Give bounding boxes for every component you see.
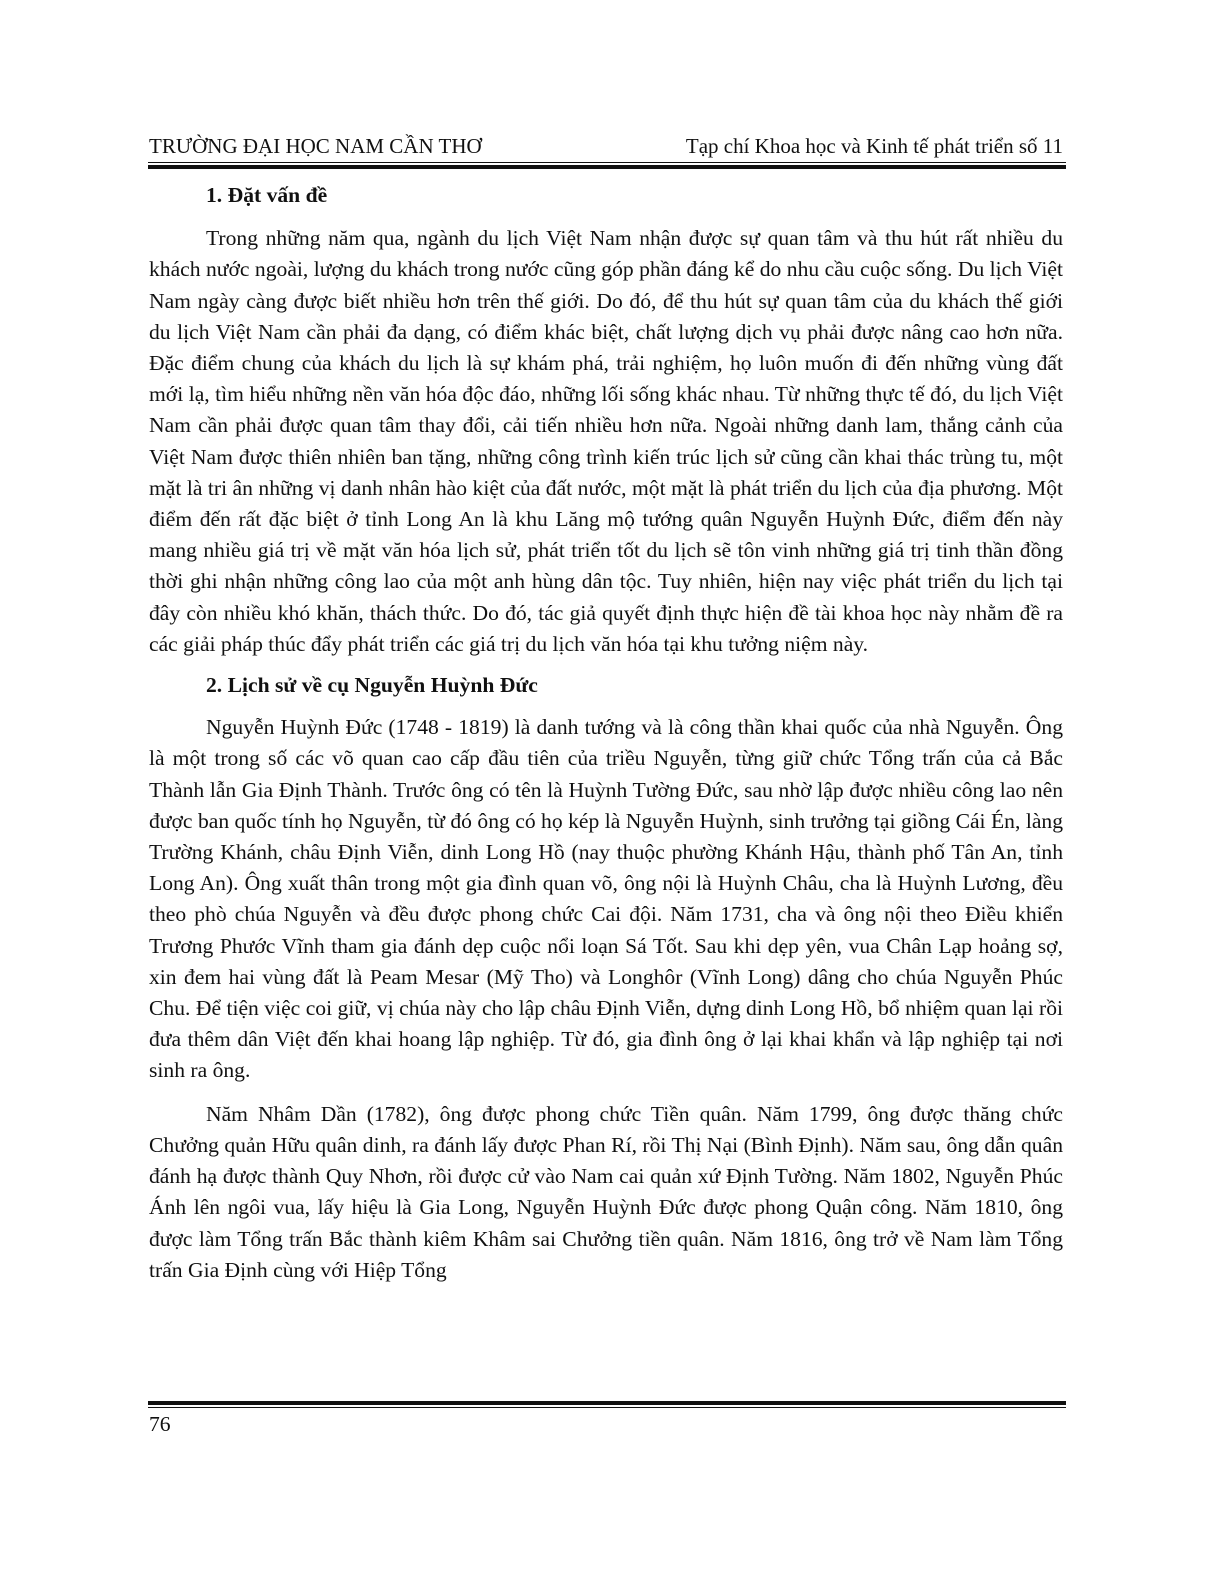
section-2-paragraph-1: Nguyễn Huỳnh Đức (1748 - 1819) là danh tướng và là công thần khai quốc của nhà Nguyễn. Ông là một trong số các võ quan cao cấp đầu tiên của triều Nguyễn, từng giữ chức Tổng trấn của cả Bắc Thành lẫn Gia Định Thành. Trước ông có tên là Huỳnh Tường Đức, sau nhờ lập được nhiều công lao nên được ban quốc tính họ Nguyễn, từ đó ông có họ kép là Nguyễn Huỳnh, sinh trưởng tại giồng Cái Én, làng Trường Khánh, châu Định Viễn, dinh Long Hồ (nay thuộc phường Khánh Hậu, thành phố Tân An, tỉnh Long An). Ông xuất thân trong một gia đình quan võ, ông nội là Huỳnh Châu, cha là Huỳnh Lương, đều theo phò chúa Nguyễn và đều được phong chức Cai đội. Năm 1731, cha và ông nội theo Điều khiển Trương Phước Vĩnh tham gia đánh dẹp cuộc nổi loạn Sá Tốt. Sau khi dẹp yên, vua Chân Lạp hoảng sợ, xin đem hai vùng đất là Peam Mesar (Mỹ Tho) và Longhôr (Vĩnh Long) dâng cho chúa Nguyễn Phúc Chu. Để tiện việc coi giữ, vị chúa này cho lập châu Định Viễn, dựng dinh Long Hồ, bổ nhiệm quan lại rồi đưa thêm dân Việt đến khai hoang lập nghiệp. Từ đó, gia đình ông ở lại khai khẩn và lập nghiệp tại nơi sinh ra ông.	[149, 715, 1063, 1083]
footer-rule-thick	[148, 1401, 1066, 1405]
footer-rule-thin	[148, 1407, 1066, 1408]
section-1-title: 1. Đặt vấn đề	[206, 183, 328, 207]
header-university: TRƯỜNG ĐẠI HỌC NAM CẦN THƠ	[149, 134, 482, 158]
page-number: 76	[149, 1412, 171, 1436]
article-body	[149, 180, 1063, 1286]
header-rule-thin	[148, 162, 1066, 163]
header-journal: Tạp chí Khoa học và Kinh tế phát triển số 11	[685, 134, 1063, 158]
section-1-paragraph: Trong những năm qua, ngành du lịch Việt Nam nhận được sự quan tâm và thu hút rất nhiều du khách nước ngoài, lượng du khách trong nước cũng góp phần đáng kể do nhu cầu cuộc sống. Du lịch Việt Nam ngày càng được biết nhiều hơn trên thế giới. Do đó, để thu hút sự quan tâm của du khách thế giới du lịch Việt Nam cần phải đa dạng, có điểm khác biệt, chất lượng dịch vụ phải được nâng cao hơn nữa. Đặc điểm chung của khách du lịch là sự khám phá, trải nghiệm, họ luôn muốn đi đến những vùng đất mới lạ, tìm hiểu những nền văn hóa độc đáo, những lối sống khác nhau. Từ những thực tế đó, du lịch Việt Nam cần phải được quan tâm thay đổi, cải tiến nhiều hơn nữa. Ngoài những danh lam, thắng cảnh của Việt Nam được thiên nhiên ban tặng, những công trình kiến trúc lịch sử cũng cần khai thác trùng tu, một mặt là tri ân những vị danh nhân hào kiệt của đất nước, một mặt là phát triển du lịch của địa phương. Một điểm đến rất đặc biệt ở tỉnh Long An là khu Lăng mộ tướng quân Nguyễn Huỳnh Đức, điểm đến này mang nhiều giá trị về mặt văn hóa lịch sử, phát triển tốt du lịch sẽ tôn vinh những giá trị tinh thần đồng thời ghi nhận những công lao của một anh hùng dân tộc. Tuy nhiên, hiện nay việc phát triển du lịch tại đây còn nhiều khó khăn, thách thức. Do đó, tác giả quyết định thực hiện đề tài khoa học này nhằm đề ra các giải pháp thúc đẩy phát triển các giá trị du lịch văn hóa tại khu tưởng niệm này.	[149, 226, 1063, 656]
section-2-title: 2. Lịch sử về cụ Nguyễn Huỳnh Đức	[206, 673, 538, 698]
running-header	[149, 128, 1065, 164]
section-2-paragraph-2: Năm Nhâm Dần (1782), ông được phong chức Tiền quân. Năm 1799, ông được thăng chức Chưởng quản Hữu quân dinh, ra đánh lấy được Phan Rí, rồi Thị Nại (Bình Định). Năm sau, ông dẫn quân đánh hạ được thành Quy Nhơn, rồi được cử vào Nam cai quản xứ Định Tường. Năm 1802, Nguyễn Phúc Ánh lên ngôi vua, lấy hiệu là Gia Long, Nguyễn Huỳnh Đức được phong Quận công. Năm 1810, ông được làm Tổng trấn Bắc thành kiêm Khâm sai Chưởng tiền quân. Năm 1816, ông trở về Nam làm Tổng trấn Gia Định cùng với Hiệp Tổng	[149, 1101, 1063, 1282]
header-rule-thick	[148, 165, 1066, 169]
